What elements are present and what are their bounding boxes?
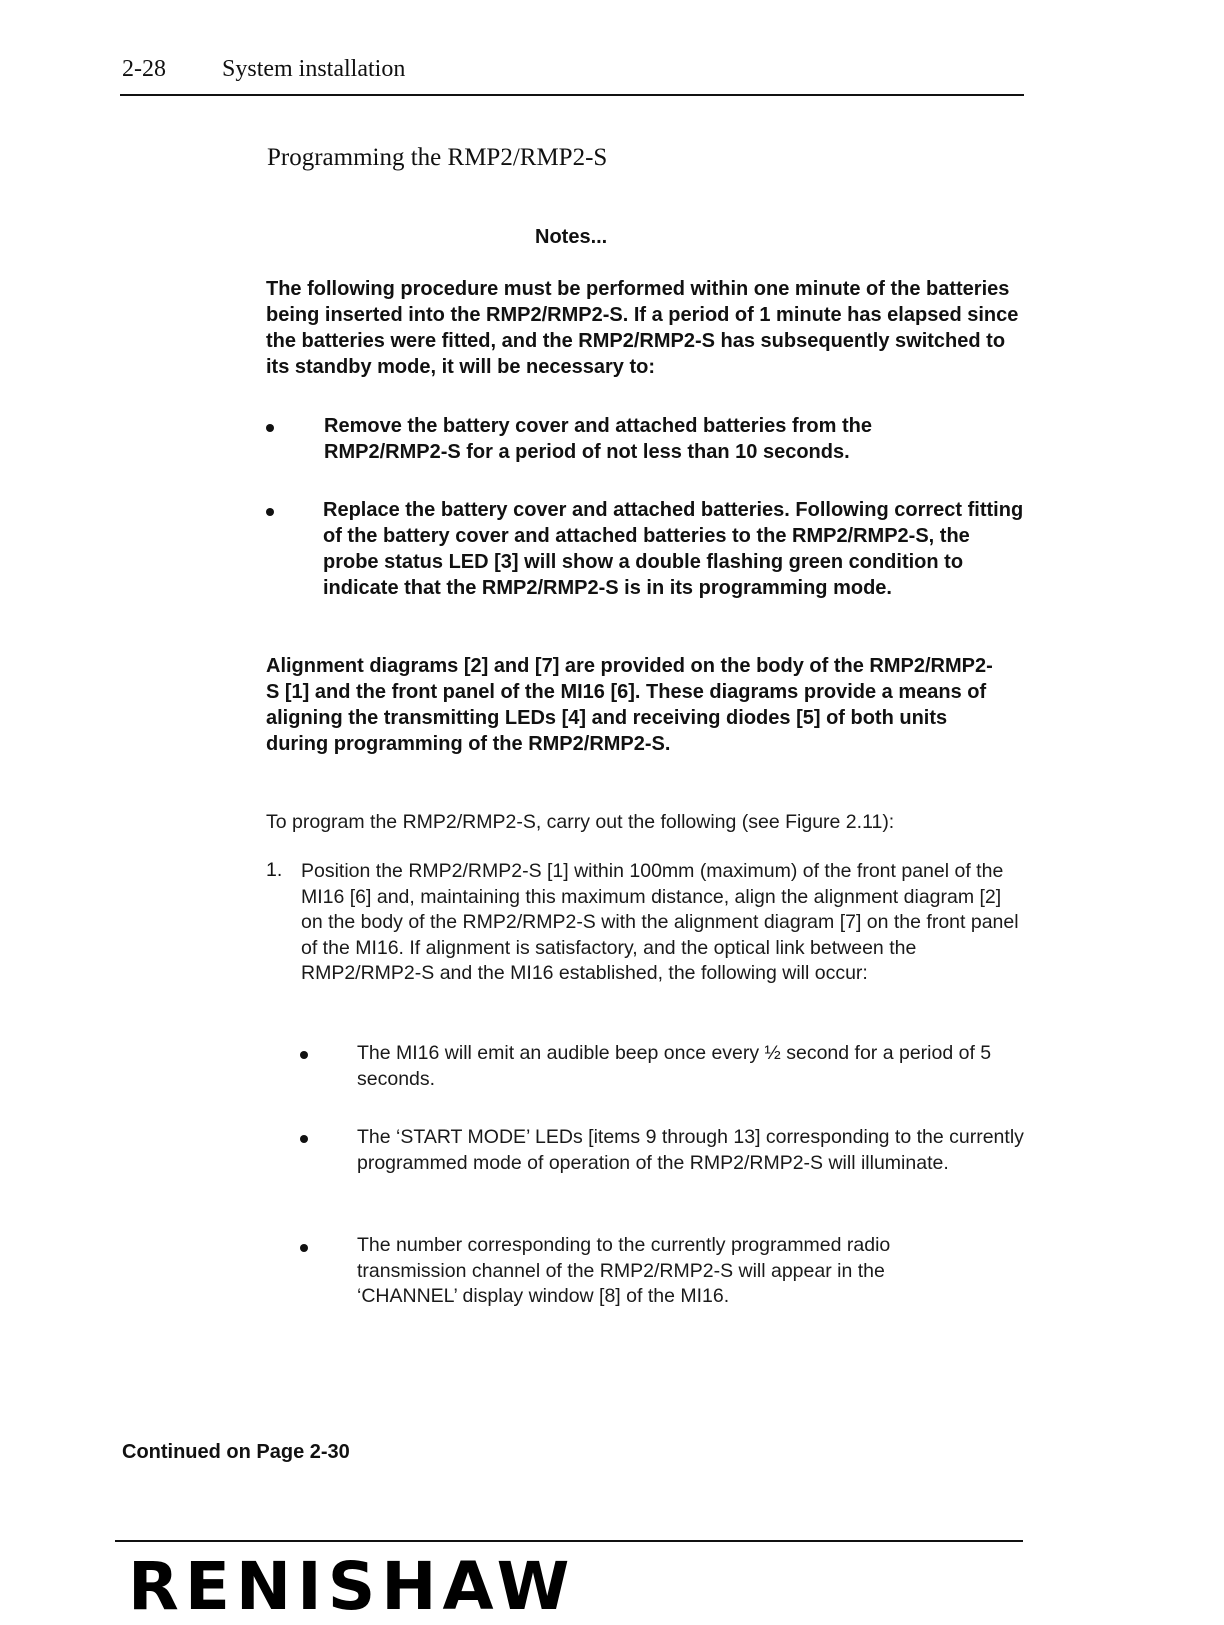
section-title: System installation <box>222 56 406 82</box>
page-number: 2-28 <box>122 56 166 82</box>
continued-note: Continued on Page 2-30 <box>122 1441 350 1463</box>
page-header <box>122 56 1024 83</box>
page-title: Programming the RMP2/RMP2-S <box>267 144 608 171</box>
notes-alignment: Alignment diagrams [2] and [7] are provided on the body of the RMP2/RMP2-S [1] and the front panel of the MI16 [6]. These diagrams provide a means of aligning the transmitting LEDs [4] and receiving diodes [5] of both units during programming of the RMP2/RMP2-S. <box>266 655 993 755</box>
footer-rule <box>115 1540 1023 1542</box>
step-1-bullet-3: The number corresponding to the currently programmed radio transmission channel of the RMP2/RMP2-S will appear in the ‘CHANNEL’ display window [8] of the MI16. <box>357 1234 891 1307</box>
step-number: 1. <box>266 859 283 881</box>
bullet-icon <box>266 424 274 432</box>
bullet-icon <box>300 1244 308 1252</box>
notes-intro: The following procedure must be performed within one minute of the batteries being inserted into the RMP2/RMP2-S. If a period of 1 minute has elapsed since the batteries were fitted, and the RMP2/RMP2-S has subsequently switched to its standby mode, it will be necessary to: <box>266 278 1019 378</box>
bullet-icon <box>300 1051 308 1059</box>
bullet-icon <box>300 1135 308 1143</box>
logo-wordmark: RENISHAW <box>128 1548 576 1625</box>
notes-bullet-2: Replace the battery cover and attached batteries. Following correct fitting of the battery cover and attached batteries to the RMP2/RMP2-S, the probe status LED [3] will show a double flashing green condition to indicate that the RMP2/RMP2-S is in its programming mode. <box>323 499 1024 599</box>
step-1-bullet-1: The MI16 will emit an audible beep once every ½ second for a period of 5 seconds. <box>357 1042 992 1090</box>
notes-heading: Notes... <box>535 226 608 248</box>
header-rule <box>120 94 1024 96</box>
step-1-text: Position the RMP2/RMP2-S [1] within 100mm (maximum) of the front panel of the MI16 [6] and, maintaining this maximum distance, align the alignment diagram [2] on the body of the RMP2/RMP2-S with the alignment diagram [7] on the front panel of the MI16. If alignment is satisfactory, and the optical link between the RMP2/RMP2-S and the MI16 established, the following will occur: <box>301 860 1019 984</box>
procedure-intro: To program the RMP2/RMP2-S, carry out the following (see Figure 2.11): <box>266 811 895 833</box>
renishaw-logo <box>128 1548 576 1625</box>
notes-bullet-1: Remove the battery cover and attached batteries from the RMP2/RMP2-S for a period of not less than 10 seconds. <box>324 415 872 463</box>
bullet-icon <box>266 508 274 516</box>
step-1-bullet-2: The ‘START MODE’ LEDs [items 9 through 13] corresponding to the currently programmed mode of operation of the RMP2/RMP2-S will illuminate. <box>357 1126 1024 1174</box>
